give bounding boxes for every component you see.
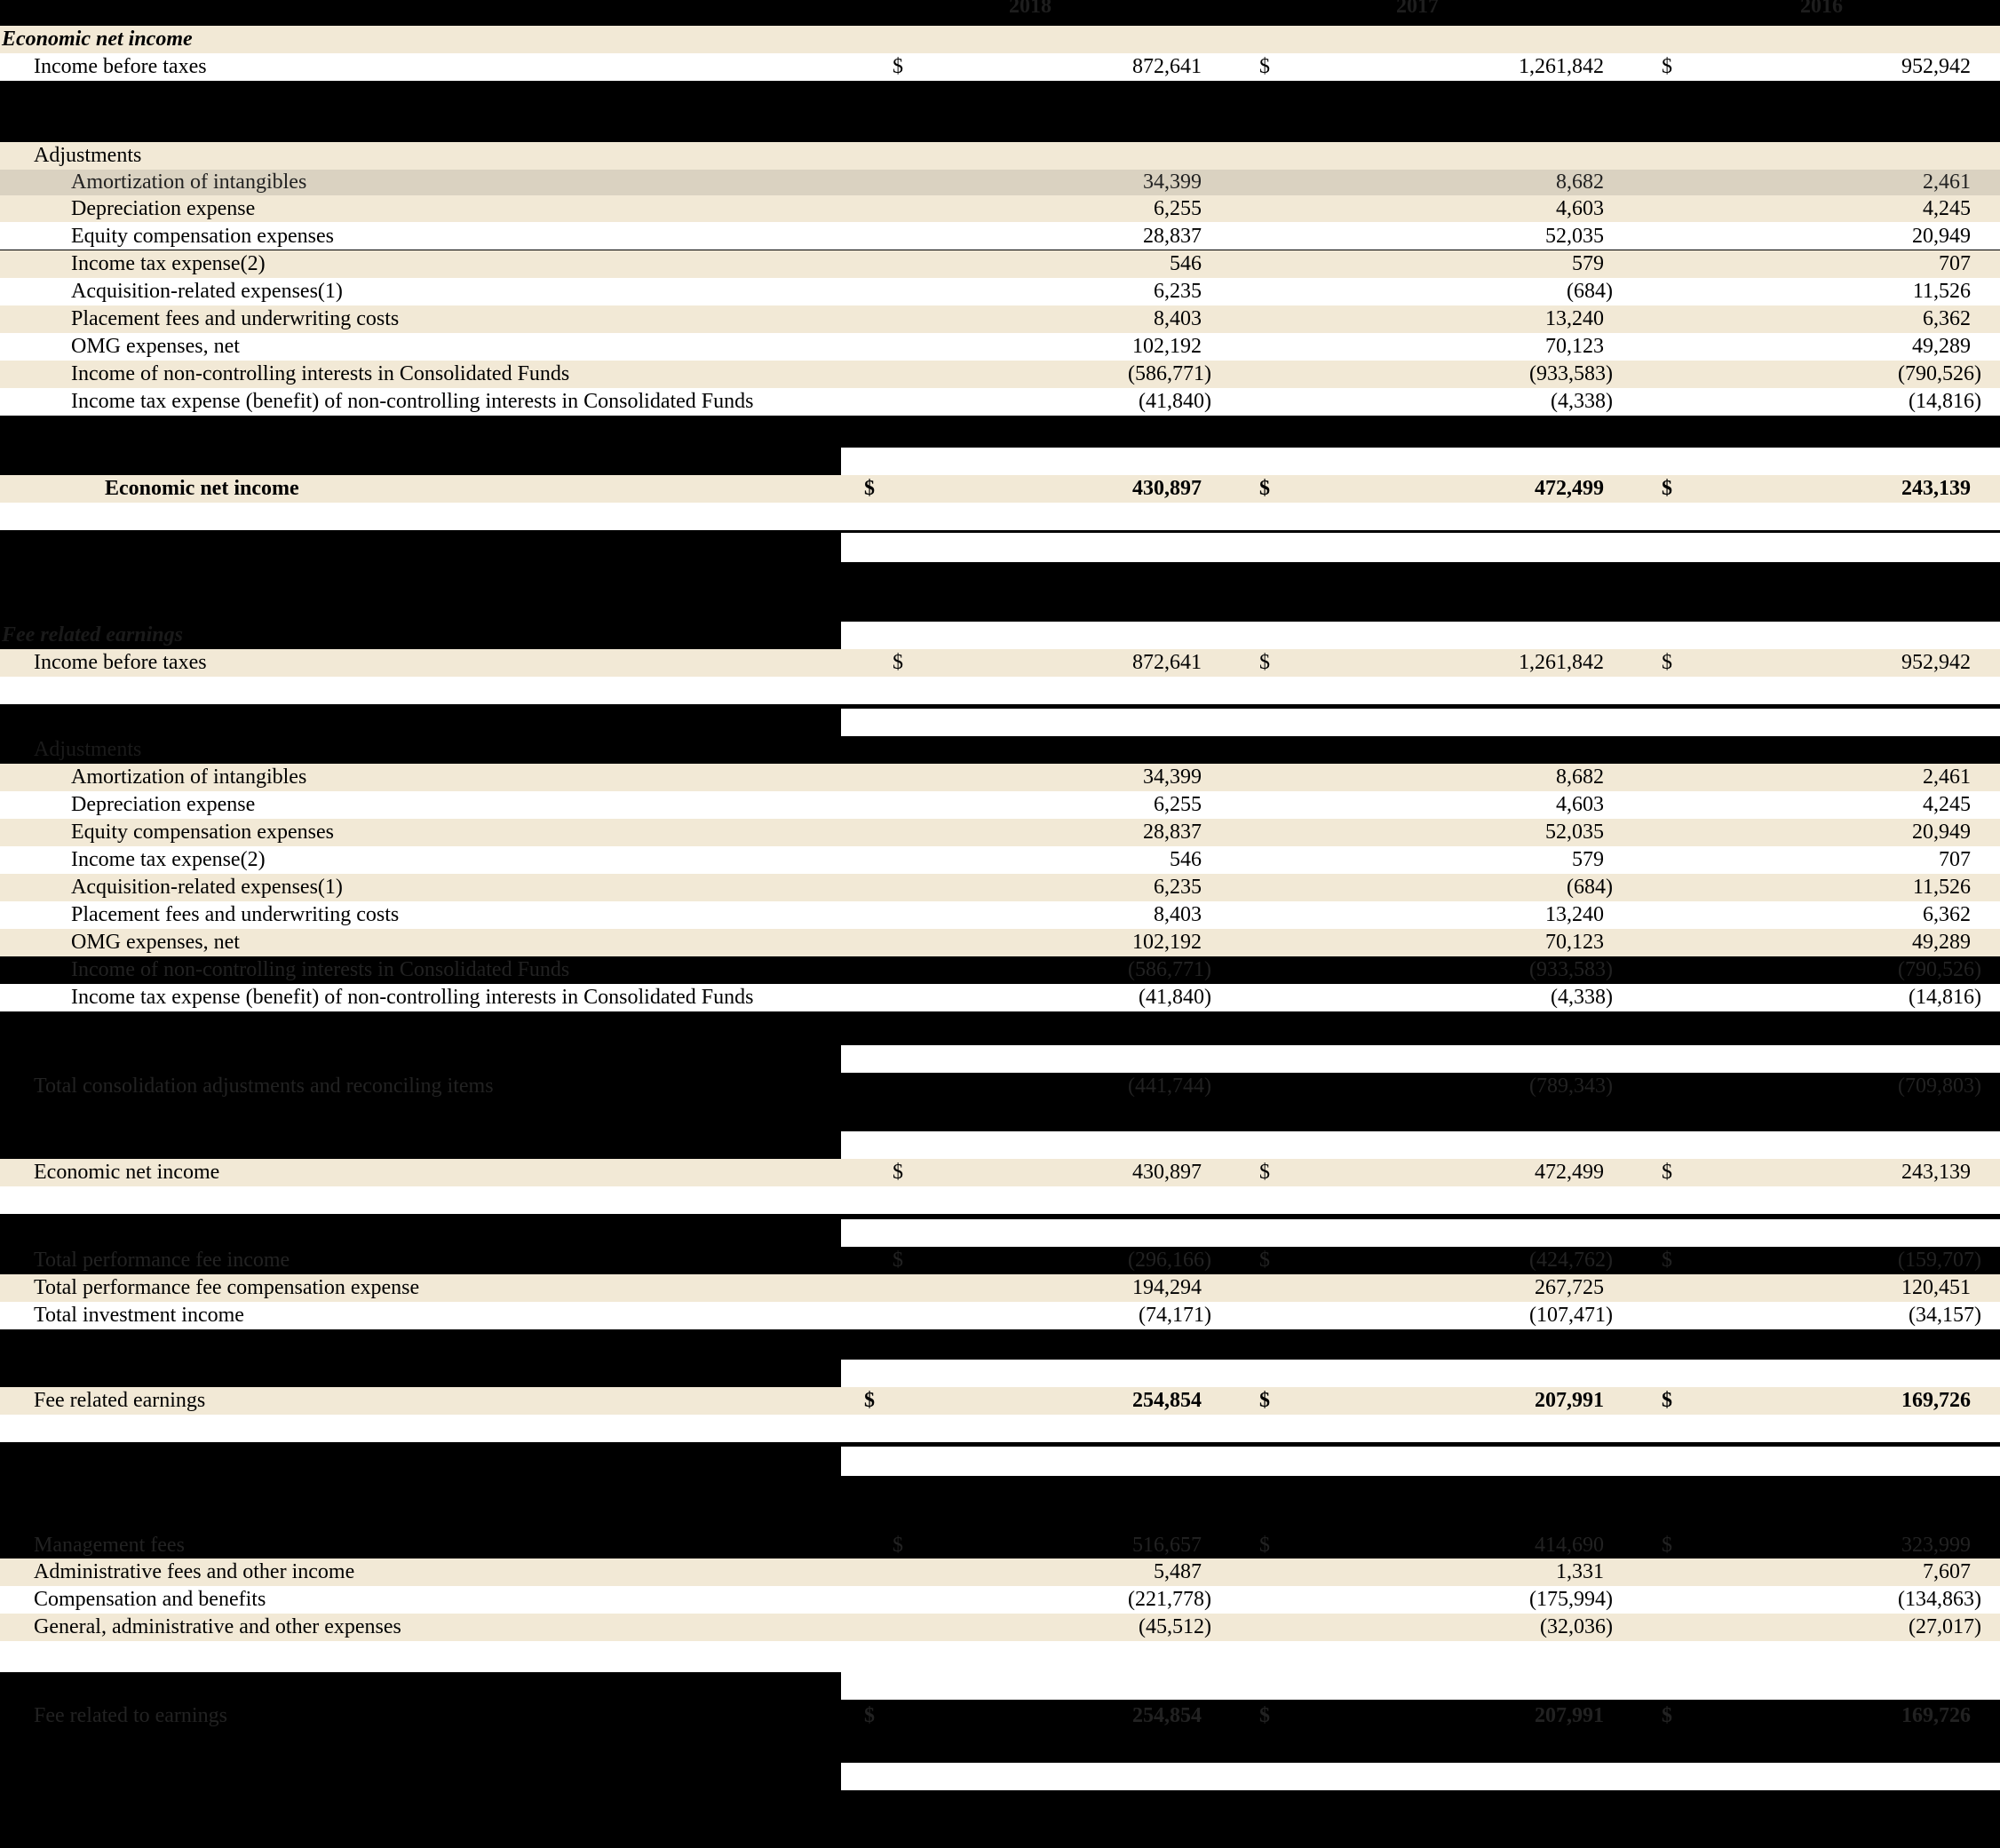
table-row: Acquisition-related expenses(1) 6,235 (684) 11,526 [71, 280, 1971, 303]
table-row: Income tax expense (benefit) of non-controlling interests in Consolidated Funds (41,840) (4,338) (14,816) [71, 986, 1981, 1009]
fre-economic-net-income-row: Economic net income $ 430,897 $ 472,499 $ 243,139 [34, 1161, 1971, 1184]
investment-income-row: Total investment income (74,171) (107,471) (34,157) [34, 1304, 1981, 1327]
table-row: OMG expenses, net 102,192 70,123 49,289 [71, 931, 1971, 954]
table-row: Income tax expense(2) 546 579 707 [71, 252, 1971, 275]
fee-related-to-earnings-row: Fee related to earnings $ 254,854 $ 207,991 $ 169,726 [34, 1704, 1971, 1727]
ga-expenses-row: General, administrative and other expenses (45,512) (32,036) (27,017) [34, 1615, 1981, 1638]
table-row: Placement fees and underwriting costs 8,403 13,240 6,362 [71, 307, 1971, 330]
table-row: Placement fees and underwriting costs 8,403 13,240 6,362 [71, 903, 1971, 926]
table-row: Equity compensation expenses 28,837 52,035 20,949 [71, 821, 1971, 844]
year-header-2018: 2018 [1009, 0, 1052, 18]
perf-fee-income-row: Total performance fee income $ (296,166) $ (424,762) $ (159,707) [34, 1249, 1981, 1272]
eni-total-row: Economic net income $ 430,897 $ 472,499 $ 243,139 [105, 477, 1971, 500]
fre-adjustments-label-row: Adjustments [34, 738, 142, 761]
fre-title-row [0, 622, 2000, 649]
section-title: Economic net income [2, 28, 193, 51]
management-fees-row: Management fees $ 516,657 $ 414,690 $ 323,999 [34, 1534, 1971, 1557]
section-title: Fee related earnings [2, 623, 183, 646]
compensation-row: Compensation and benefits (221,778) (175,994) (134,863) [34, 1588, 1981, 1611]
eni-adjustments-label-row: Adjustments [34, 144, 142, 167]
fre-income-before-taxes-row: Income before taxes $ 872,641 $ 1,261,842 $ 952,942 [34, 651, 1971, 674]
perf-fee-comp-row: Total performance fee compensation expense 194,294 267,725 120,451 [34, 1276, 1971, 1299]
year-header-2017: 2017 [1396, 0, 1439, 18]
table-row: Income tax expense(2) 546 579 707 [71, 848, 1971, 871]
table-row: Amortization of intangibles 34,399 8,682 2,461 [71, 765, 1971, 789]
table-row: Acquisition-related expenses(1) 6,235 (684) 11,526 [71, 876, 1971, 899]
table-row: Depreciation expense 6,255 4,603 4,245 [71, 793, 1971, 816]
table-row: Depreciation expense 6,255 4,603 4,245 [71, 197, 1971, 220]
table-row: OMG expenses, net 102,192 70,123 49,289 [71, 335, 1971, 358]
table-row: Income of non-controlling interests in Consolidated Funds (586,771) (933,583) (790,526) [71, 362, 1981, 385]
table-row: Income tax expense (benefit) of non-controlling interests in Consolidated Funds (41,840) (4,338) (14,816) [71, 390, 1981, 413]
table-row: Income of non-controlling interests in Consolidated Funds (586,771) (933,583) (790,526) [71, 958, 1981, 981]
eni-income-before-taxes-row: Income before taxes $ 872,641 $ 1,261,842 $ 952,942 [34, 55, 1971, 78]
table-row: Amortization of intangibles 34,399 8,682 2,461 [71, 171, 1971, 194]
table-row: Equity compensation expenses 28,837 52,035 20,949 [71, 225, 1971, 248]
fee-related-earnings-row: Fee related earnings $ 254,854 $ 207,991 $ 169,726 [34, 1389, 1971, 1412]
year-header-2016: 2016 [1800, 0, 1843, 18]
total-consolidation-row: Total consolidation adjustments and reconciling items (441,744) (789,343) (709,803) [34, 1075, 1981, 1098]
admin-fees-row: Administrative fees and other income 5,487 1,331 7,607 [34, 1560, 1971, 1583]
eni-title-row [0, 26, 2000, 53]
